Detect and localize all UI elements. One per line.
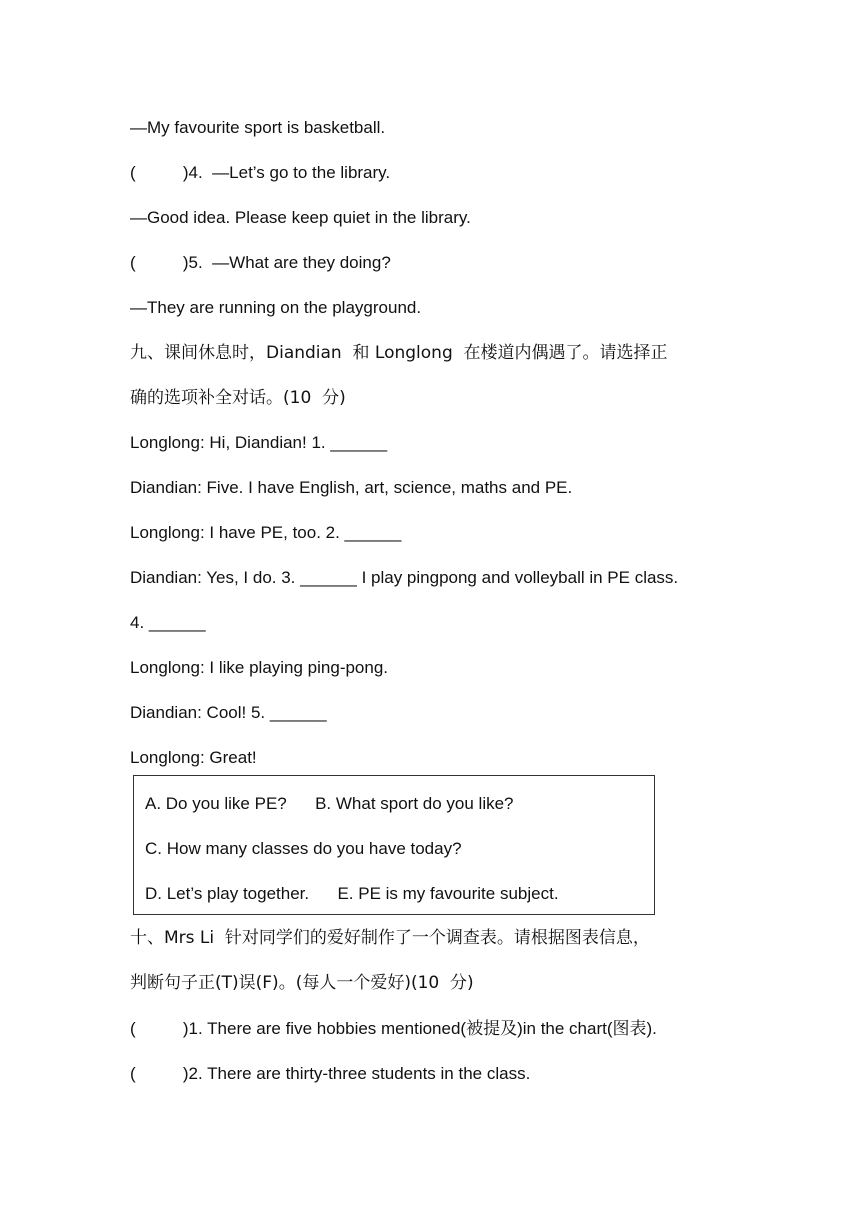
answer-line-5: —They are running on the playground. <box>130 298 422 317</box>
question-4: ( )4. —Let’s go to the library. <box>130 163 391 182</box>
dialogue-line: Diandian: Cool! 5. ______ <box>130 703 327 722</box>
dialogue-line: Diandian: Five. I have English, art, science, maths and PE. <box>130 478 573 497</box>
answer-line-3: —My favourite sport is basketball. <box>130 118 386 137</box>
options-line-3: D. Let’s play together. E. PE is my favourite subject. <box>145 884 559 903</box>
section-10-question-2: ( )2. There are thirty-three students in the class. <box>130 1064 531 1083</box>
section-9-heading: 九、课间休息时，Diandian 和 Longlong 在楼道内偶遇了。请选择正 <box>130 343 668 363</box>
section-10-heading-cont: 判断句子正(T)误(F)。(每人一个爱好)(10 分) <box>130 973 474 993</box>
dialogue-line: Diandian: Yes, I do. 3. ______ I play pingpong and volleyball in PE class. <box>130 568 679 587</box>
section-9-heading-cont: 确的选项补全对话。(10 分) <box>130 388 346 408</box>
question-5: ( )5. —What are they doing? <box>130 253 391 272</box>
section-10-question-1: ( )1. There are five hobbies mentioned(被提及)in the chart(图表). <box>130 1019 657 1038</box>
dialogue-line: Longlong: Great! <box>130 748 257 767</box>
options-line-1: A. Do you like PE? B. What sport do you like? <box>145 794 514 813</box>
answer-line-4: —Good idea. Please keep quiet in the library. <box>130 208 471 227</box>
dialogue-line: Longlong: Hi, Diandian! 1. ______ <box>130 433 388 452</box>
dialogue-line: Longlong: I have PE, too. 2. ______ <box>130 523 402 542</box>
options-box <box>133 775 655 915</box>
dialogue-line: Longlong: I like playing ping-pong. <box>130 658 389 677</box>
section-10-heading: 十、Mrs Li 针对同学们的爱好制作了一个调查表。请根据图表信息， <box>130 928 650 948</box>
options-line-2: C. How many classes do you have today? <box>145 839 462 858</box>
dialogue-line: 4. ______ <box>130 613 206 632</box>
